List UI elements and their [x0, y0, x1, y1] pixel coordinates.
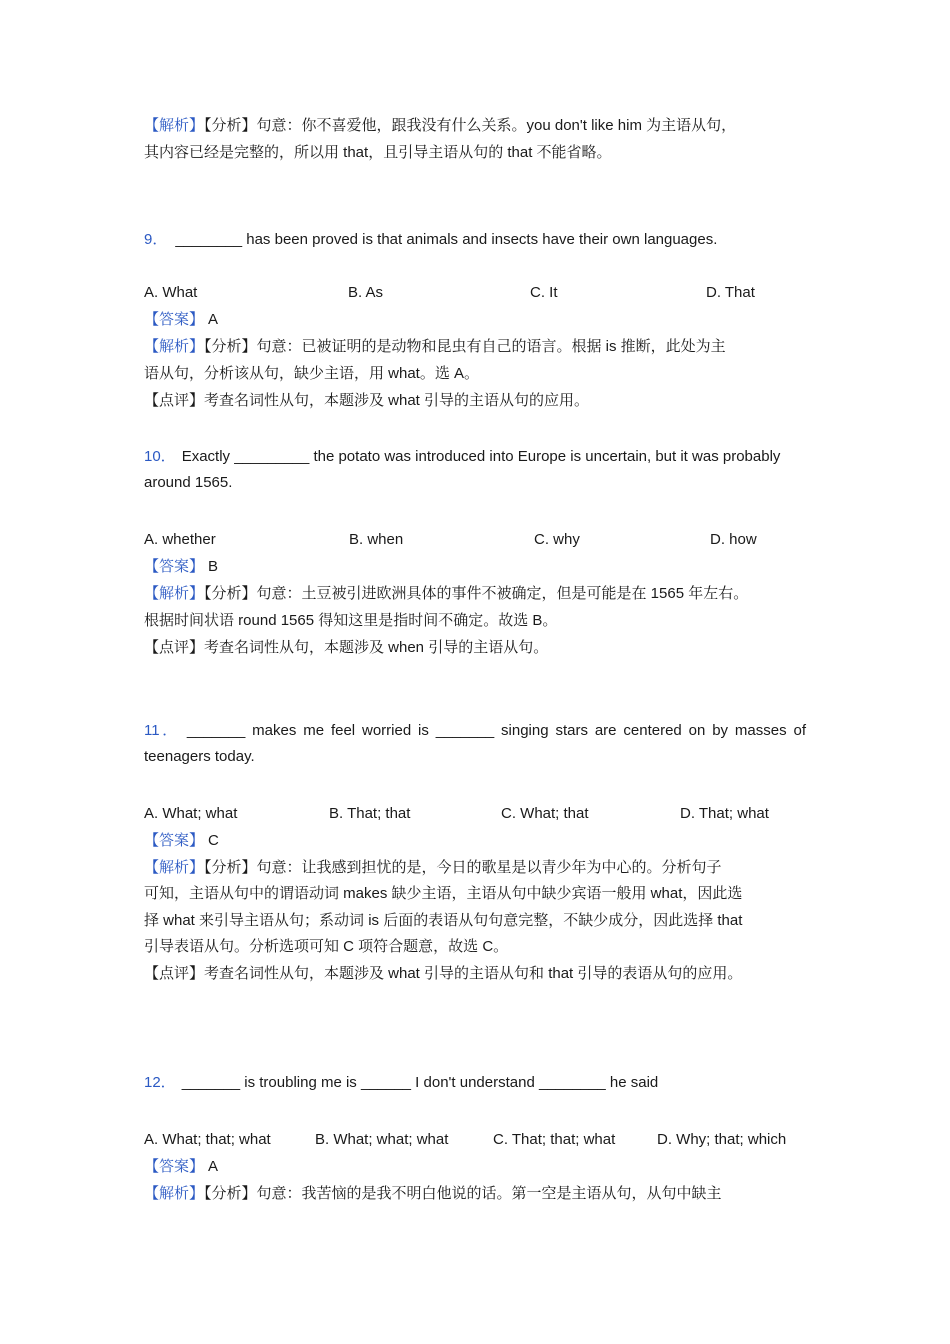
q11-stem-line-2: teenagers today.: [144, 748, 255, 765]
prev-analysis-line-1: [144, 116, 736, 136]
q10-stem-line-1: [144, 447, 780, 467]
q12-analysis-line-1: [144, 1184, 722, 1204]
q11-comment: 【点评】考查名词性从句，本题涉及 what 引导的主语从句和 that 引导的表语从句的应用。: [144, 965, 743, 982]
answer-tag: 【答案】: [144, 311, 205, 328]
q11-stem-text: _______ makes me feel worried is _______ singing stars are centered on by masses of: [186, 722, 806, 739]
q12-answer: [144, 1157, 218, 1177]
q9-option-c: C. It: [530, 284, 558, 301]
q12-option-b: B. What; what; what: [315, 1131, 449, 1148]
q10-analysis-line-1: [144, 584, 748, 604]
q9-analysis-line-1: [144, 337, 726, 357]
q10-option-a: A. whether: [144, 531, 216, 548]
q9-option-a: A. What: [144, 284, 198, 301]
q10-number: 10．: [144, 448, 176, 465]
q9-analysis-line-2: 语从句，分析该从句，缺少主语，用 what。选 A。: [144, 365, 480, 382]
q11-option-a: A. What; what: [144, 805, 238, 822]
q12-stem-text: _______ is troubling me is ______ I don't understand ________ he said: [181, 1074, 659, 1091]
q12-option-c: C. That; that; what: [493, 1131, 616, 1148]
q10-option-c: C. why: [534, 531, 580, 548]
q11-analysis-text: 【分析】句意：让我感到担忧的是，今日的歌星是以青少年为中心的。分析句子: [204, 859, 722, 876]
q12-option-d: D. Why; that; which: [657, 1131, 787, 1148]
answer-tag: 【答案】: [144, 832, 205, 849]
q9-answer: [144, 310, 218, 330]
q9-stem-text: ________ has been proved is that animals and insects have their own languages.: [175, 231, 718, 248]
q11-analysis-line-4: 引导表语从句。分析选项可知 C 项符合题意，故选 C。: [144, 938, 509, 955]
jiexi-tag: 【解析】: [144, 1185, 205, 1202]
q11-option-d: D. That; what: [680, 805, 769, 822]
q10-analysis-text: 【分析】句意：土豆被引进欧洲具体的事件不被确定，但是可能是在 1565 年左右。: [204, 585, 749, 602]
q10-stem-text: Exactly _________ the potato was introduced into Europe is uncertain, but it was probably: [181, 448, 781, 465]
jiexi-tag: 【解析】: [144, 585, 205, 602]
q11-answer: [144, 831, 219, 851]
jiexi-tag: 【解析】: [144, 338, 205, 355]
q12-answer-value: A: [208, 1158, 219, 1175]
q11-analysis-line-1: [144, 858, 722, 878]
q11-answer-value: C: [208, 832, 219, 849]
q11-number: 11．: [144, 722, 180, 739]
q9-stem: [144, 230, 717, 250]
jiexi-tag: 【解析】: [144, 859, 205, 876]
q9-analysis-text: 【分析】句意：已被证明的是动物和昆虫有自己的语言。根据 is 推断，此处为主: [204, 338, 726, 355]
jiexi-tag: 【解析】: [144, 117, 205, 134]
q12-number: 12．: [144, 1074, 176, 1091]
q10-analysis-line-2: 根据时间状语 round 1565 得知这里是指时间不确定。故选 B。: [144, 612, 558, 629]
q11-stem-line-1: [144, 721, 806, 741]
prev-analysis-line-2: 其内容已经是完整的，所以用 that，且引导主语从句的 that 不能省略。: [144, 144, 612, 161]
q10-comment: 【点评】考查名词性从句，本题涉及 when 引导的主语从句。: [144, 639, 549, 656]
answer-tag: 【答案】: [144, 1158, 205, 1175]
answer-tag: 【答案】: [144, 558, 205, 575]
q10-answer: [144, 557, 218, 577]
q9-number: 9．: [144, 231, 168, 248]
q12-stem: [144, 1073, 658, 1093]
q11-analysis-line-2: 可知，主语从句中的谓语动词 makes 缺少主语，主语从句中缺少宾语一般用 what，因此选: [144, 885, 743, 902]
q11-option-b: B. That; that: [329, 805, 411, 822]
q12-option-a: A. What; that; what: [144, 1131, 271, 1148]
q10-option-b: B. when: [349, 531, 404, 548]
q11-option-c: C. What; that: [501, 805, 589, 822]
prev-analysis-text: 【分析】句意：你不喜爱他，跟我没有什么关系。you don't like him 为主语从句，: [204, 117, 737, 134]
q10-answer-value: B: [208, 558, 219, 575]
q9-answer-value: A: [208, 311, 219, 328]
q12-analysis-text: 【分析】句意：我苦恼的是我不明白他说的话。第一空是主语从句，从句中缺主: [204, 1185, 722, 1202]
q10-option-d: D. how: [710, 531, 757, 548]
q9-option-b: B. As: [348, 284, 384, 301]
q9-comment: 【点评】考查名词性从句，本题涉及 what 引导的主语从句的应用。: [144, 392, 590, 409]
q9-option-d: D. That: [706, 284, 755, 301]
q11-analysis-line-3: 择 what 来引导主语从句；系动词 is 后面的表语从句句意完整，不缺少成分，因此选择 that: [144, 912, 743, 929]
q10-stem-line-2: around 1565.: [144, 474, 233, 491]
